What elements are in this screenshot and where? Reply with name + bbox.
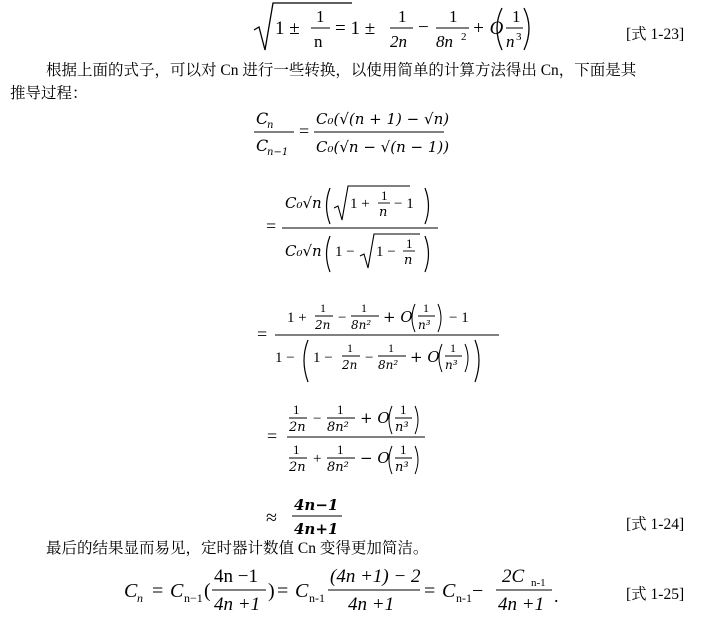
svg-text:2n: 2n — [342, 358, 358, 372]
svg-text:− 1: − 1 — [394, 196, 414, 212]
equation-label-1-24: [式 1-24] — [626, 516, 685, 533]
step1-num: C₀(√(n + 1) − √n) — [316, 110, 450, 128]
eq25-c2: C — [295, 580, 309, 602]
eq25-num2: (4n +1) − 2 — [330, 566, 421, 587]
svg-text:1: 1 — [423, 301, 429, 315]
eq25-c3-sub: n-1 — [456, 591, 472, 605]
svg-text:8n²: 8n² — [351, 318, 372, 332]
svg-text:=: = — [267, 426, 278, 446]
svg-text:2n: 2n — [289, 420, 306, 435]
eq25-c1: C — [170, 580, 184, 602]
svg-text:2n: 2n — [315, 318, 331, 332]
svg-text:(: ( — [204, 580, 211, 602]
svg-text:1: 1 — [320, 301, 326, 315]
svg-text:n: n — [379, 205, 388, 220]
svg-text:=: = — [152, 580, 164, 602]
svg-text:=: = — [299, 121, 310, 141]
approx-num: 4n−1 — [294, 496, 339, 514]
svg-text:8n²: 8n² — [327, 420, 349, 435]
frac-one-num: 1 — [316, 7, 325, 26]
svg-text:+ O: + O — [383, 308, 413, 326]
svg-text:): ) — [268, 580, 275, 602]
equation-1-25 — [120, 560, 570, 620]
svg-text:1: 1 — [293, 402, 300, 417]
conclusion-line: 最后的结果显而易见，定时器计数值 Cn 变得更加简洁。 — [46, 540, 429, 557]
svg-text:1 +: 1 + — [350, 196, 370, 212]
frac-n-den: n — [314, 32, 323, 51]
frac3-den-sq: 2 — [461, 31, 467, 43]
frac2-den: 2n — [390, 32, 407, 51]
svg-text:C₀√n: C₀√n — [285, 194, 322, 212]
frac4-den-cube: 3 — [516, 31, 522, 43]
eq-rhs-start: = 1 ± — [335, 18, 376, 39]
svg-text:1: 1 — [450, 341, 456, 355]
svg-text:1: 1 — [347, 341, 353, 355]
svg-text:−: − — [365, 350, 374, 366]
svg-text:n: n — [404, 253, 413, 268]
svg-text:.: . — [554, 586, 559, 606]
svg-text:1: 1 — [381, 188, 388, 203]
svg-text:n³: n³ — [418, 318, 431, 332]
svg-text:n³: n³ — [395, 460, 409, 475]
svg-text:1: 1 — [361, 301, 367, 315]
derivation-step-4 — [265, 398, 445, 480]
derivation-approx — [262, 492, 362, 542]
svg-text:1: 1 — [337, 402, 344, 417]
step1-den: C₀(√n − √(n − 1)) — [316, 138, 450, 156]
ratio-num-c: C — [256, 109, 269, 128]
intro-line-2: 推导过程： — [10, 85, 88, 102]
derivation-step-2 — [260, 178, 450, 278]
equation-label-1-23: [式 1-23] — [626, 26, 685, 43]
svg-text:8n²: 8n² — [327, 460, 349, 475]
frac2-num: 1 — [398, 7, 407, 26]
svg-text:=: = — [277, 580, 289, 602]
eq25-c1-sub: n−1 — [184, 591, 203, 605]
svg-text:1 −: 1 − — [335, 244, 355, 260]
svg-text:C₀√n: C₀√n — [285, 242, 322, 260]
one-pm: 1 ± — [275, 18, 300, 39]
svg-text:2n: 2n — [289, 460, 306, 475]
plus-O: + O — [472, 18, 504, 39]
svg-text:8n²: 8n² — [378, 358, 399, 372]
ratio-den-c: C — [256, 136, 269, 155]
svg-text:1 −: 1 − — [275, 350, 295, 366]
derivation-step-1 — [250, 104, 450, 160]
equation-label-1-25: [式 1-25] — [626, 586, 685, 603]
svg-text:+: + — [313, 451, 322, 467]
svg-text:− 1: − 1 — [449, 310, 469, 326]
eq25-num3-sub: n-1 — [531, 577, 546, 589]
svg-text:1 +: 1 + — [287, 310, 307, 326]
svg-text:1: 1 — [400, 402, 407, 417]
eq25-num1: 4n −1 — [214, 566, 258, 587]
frac3-den: 8n — [436, 32, 453, 51]
svg-text:+ O: + O — [410, 348, 440, 366]
svg-text:1 −: 1 − — [313, 350, 333, 366]
eq25-den3: 4n +1 — [498, 594, 545, 615]
eq25-den1: 4n +1 — [214, 594, 261, 615]
svg-text:1: 1 — [400, 442, 407, 457]
svg-text:=: = — [424, 580, 436, 602]
ratio-den-sub: n−1 — [267, 147, 289, 158]
svg-text:1: 1 — [388, 341, 394, 355]
approx-sign: ≈ — [266, 507, 277, 529]
svg-text:−: − — [338, 310, 347, 326]
eq25-den2: 4n +1 — [348, 594, 395, 615]
svg-text:+ O: + O — [360, 409, 390, 427]
svg-text:1 −: 1 − — [376, 244, 396, 260]
ratio-num-sub: n — [267, 120, 274, 131]
approx-den: 4n+1 — [294, 520, 339, 538]
eq25-c3: C — [442, 580, 456, 602]
svg-text:1: 1 — [406, 236, 413, 251]
frac4-den: n — [506, 32, 515, 51]
eq25-lhs: C — [124, 580, 138, 602]
frac3-num: 1 — [449, 7, 458, 26]
svg-text:− O: − O — [360, 449, 390, 467]
eq25-num3: 2C — [502, 566, 525, 587]
derivation-step-3 — [255, 298, 505, 388]
svg-text:n³: n³ — [395, 420, 409, 435]
svg-text:−: − — [313, 411, 322, 427]
svg-text:1: 1 — [337, 442, 344, 457]
svg-text:n³: n³ — [445, 358, 458, 372]
svg-text:=: = — [257, 324, 268, 344]
svg-text:−: − — [472, 580, 484, 602]
svg-text:=: = — [266, 216, 277, 236]
equation-1-23 — [250, 0, 530, 56]
minus-1: − — [418, 17, 429, 38]
eq25-c2-sub: n-1 — [309, 591, 325, 605]
eq25-lhs-sub: n — [137, 591, 143, 605]
intro-line-1: 根据上面的式子，可以对 Cn 进行一些转换，以使用简单的计算方法得出 Cn，下面是其 — [46, 62, 637, 79]
frac4-num: 1 — [512, 7, 521, 26]
svg-text:1: 1 — [293, 442, 300, 457]
